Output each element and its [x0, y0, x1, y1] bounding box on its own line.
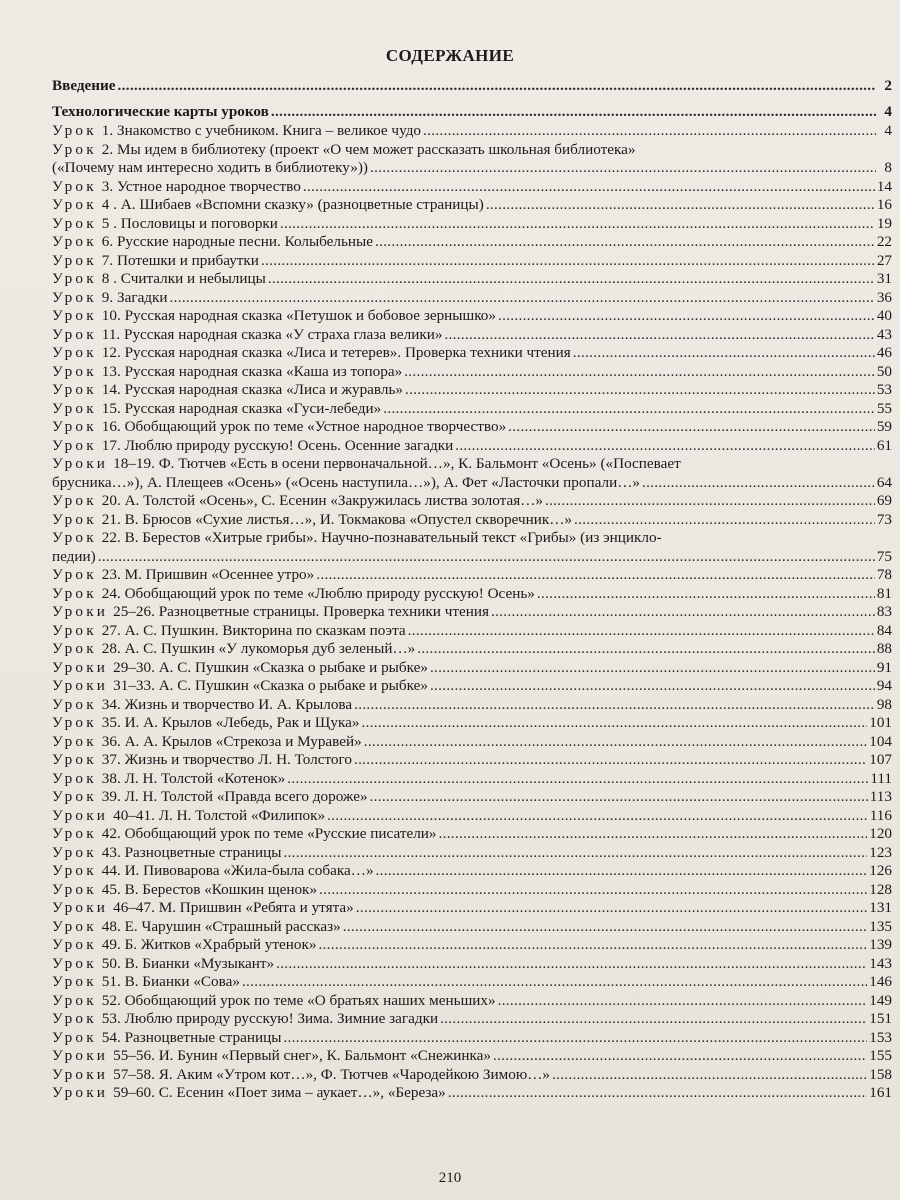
toc-entry	[52, 918, 892, 937]
toc-page-number: 126	[869, 862, 892, 879]
toc-entry-title: 35. И. А. Крылов «Лебедь, Рак и Щука»	[101, 714, 360, 731]
toc-leader-dots	[375, 233, 875, 252]
toc-entry-kind: Урок	[52, 862, 97, 879]
toc-entry-title: 51. В. Бианки «Сова»	[101, 973, 240, 990]
toc-page-number: 40	[876, 307, 892, 324]
toc-leader-dots	[364, 733, 868, 752]
toc-entry	[52, 1066, 892, 1085]
toc-entry-title: 36. А. А. Крылов «Стрекоза и Муравей»	[101, 732, 362, 750]
toc-entry	[52, 270, 892, 289]
toc-page-number: 111	[870, 769, 892, 787]
toc-entry-title: 22. В. Берестов «Хитрые грибы». Научно-познавательный текст «Грибы» (из энцикло-	[101, 529, 662, 546]
toc-entry	[52, 696, 892, 715]
toc-entry	[52, 751, 892, 770]
toc-entry-title: 24. Обобщающий урок по теме «Люблю природу русскую! Осень»	[101, 584, 535, 602]
toc-page-number: 22	[876, 233, 892, 250]
toc-entry-kind: Урок	[52, 825, 97, 842]
toc-entry	[52, 844, 892, 863]
toc-entry-title: педии)	[52, 547, 96, 565]
toc-page-number: 16	[876, 196, 892, 213]
toc-entry	[52, 603, 892, 622]
toc-entry-kind: Урок	[52, 177, 97, 195]
toc-page-number: 131	[869, 899, 892, 916]
toc-entry	[52, 640, 892, 659]
toc-leader-dots	[316, 566, 875, 585]
toc-entry-title: 11. Русская народная сказка «У страха глаза велики»	[101, 325, 443, 343]
toc-entry-title: 6. Русские народные песни. Колыбельные	[101, 233, 373, 250]
toc-page-number: 101	[869, 714, 892, 731]
toc-page-number: 128	[869, 880, 892, 898]
toc-entry-title: 2. Мы идем в библиотеку (проект «О чем может рассказать школьная библиотека»	[101, 140, 636, 158]
toc-leader-dots	[118, 76, 876, 96]
toc-leader-dots	[276, 955, 867, 974]
toc-entry-title: 25–26. Разноцветные страницы. Проверка техники чтения	[113, 603, 489, 620]
toc-page-number: 4	[884, 103, 892, 120]
toc-entry	[52, 825, 892, 844]
toc-entry	[52, 363, 892, 382]
toc-entry-title: 39. Л. Н. Толстой «Правда всего дороже»	[101, 788, 368, 805]
toc-entry-title: 21. В. Брюсов «Сухие листья…», И. Токмакова «Опустел скворечник…»	[101, 510, 573, 528]
toc-entry-title: 1. Знакомство с учебником. Книга – великое чудо	[101, 122, 422, 139]
toc-entry-title: 53. Люблю природу русскую! Зима. Зимние загадки	[101, 1010, 439, 1027]
toc-leader-dots	[370, 788, 868, 807]
toc-entry-kind: Урок	[52, 122, 97, 139]
toc-leader-dots	[283, 844, 867, 863]
toc-entry-title: 15. Русская народная сказка «Гуси-лебеди»	[101, 399, 382, 417]
toc-entry	[52, 418, 892, 437]
toc-entry-kind: Урок	[52, 714, 97, 731]
toc-entry	[52, 381, 892, 400]
toc-entry	[52, 400, 892, 419]
toc-entry-title: 14. Русская народная сказка «Лиса и журавль»	[101, 381, 403, 398]
toc-entry-kind: Урок	[52, 214, 97, 232]
toc-entry	[52, 492, 892, 511]
toc-entry-title: 3. Устное народное творчество	[101, 177, 301, 195]
toc-entry	[52, 677, 892, 696]
toc-entry-title: 8 . Считалки и небылицы	[101, 270, 266, 287]
toc-leader-dots	[448, 1084, 867, 1103]
toc-leader-dots	[493, 1047, 867, 1066]
toc-page-number: 88	[876, 640, 892, 657]
toc-entry	[52, 992, 892, 1011]
toc-page-number: 43	[876, 325, 892, 343]
toc-entry-title: Технологические карты уроков	[52, 103, 269, 120]
toc-leader-dots	[370, 159, 876, 178]
toc-page-number: 27	[876, 251, 892, 269]
toc-page-number: 73	[876, 510, 892, 528]
toc-page-number: 143	[869, 954, 892, 972]
toc-entry-kind: Урок	[52, 1010, 97, 1027]
toc-entry-title: 18–19. Ф. Тютчев «Есть в осени первоначальной…», К. Бальмонт «Осень» («Поспевает	[113, 455, 681, 472]
toc-entry-kind: Урок	[52, 381, 97, 398]
toc-leader-dots	[430, 659, 875, 678]
toc-page-number: 116	[869, 806, 892, 824]
toc-entry-kind: Урок	[52, 325, 97, 343]
toc-entry	[52, 122, 892, 141]
toc-page-number: 155	[869, 1047, 892, 1064]
toc-leader-dots	[552, 1066, 867, 1085]
toc-entry	[52, 585, 892, 604]
toc-leader-dots	[271, 102, 876, 122]
toc-page-number: 69	[876, 492, 892, 509]
toc-leader-dots	[170, 289, 875, 308]
toc-entry	[52, 807, 892, 826]
page-title: СОДЕРЖАНИЕ	[385, 46, 515, 65]
toc-entry-title: 42. Обобщающий урок по теме «Русские писатели»	[101, 825, 437, 842]
toc-entry-kind: Уроки	[52, 806, 109, 824]
toc-leader-dots	[354, 696, 875, 715]
toc-leader-dots	[283, 1029, 867, 1048]
toc-entry-kind: Урок	[52, 362, 97, 380]
toc-entry-kind: Урок	[52, 288, 97, 306]
toc-page-number: 98	[876, 695, 892, 713]
page-number: 210	[438, 1170, 462, 1186]
toc-entry	[52, 881, 892, 900]
toc-leader-dots	[404, 363, 875, 382]
toc-page-number: 146	[869, 973, 892, 990]
toc-entry-kind: Урок	[52, 917, 97, 935]
toc-leader-dots	[327, 807, 868, 826]
toc-entry	[52, 233, 892, 252]
toc-entry-kind: Уроки	[52, 455, 109, 472]
toc-page-number: 91	[876, 658, 892, 676]
toc-entry	[52, 548, 892, 567]
toc-page-number: 139	[869, 936, 892, 953]
toc-entry-kind: Уроки	[52, 658, 109, 676]
toc-page-number: 123	[869, 843, 892, 861]
toc-leader-dots	[319, 881, 867, 900]
toc-section	[52, 76, 892, 96]
toc-leader-dots	[642, 474, 875, 493]
toc-entry-title: 37. Жизнь и творчество Л. Н. Толстого	[101, 751, 352, 768]
toc-entry-kind: Урок	[52, 936, 97, 953]
toc-entry-kind: Урок	[52, 769, 97, 787]
toc-entry-kind: Урок	[52, 954, 97, 972]
toc-page-number: 81	[876, 584, 892, 602]
toc-leader-dots	[491, 603, 875, 622]
toc-entry	[52, 474, 892, 493]
toc-entry-title: 49. Б. Житков «Храбрый утенок»	[101, 936, 317, 953]
toc-leader-dots	[383, 400, 875, 419]
toc-entry-kind: Урок	[52, 492, 97, 509]
toc-entry	[52, 344, 892, 363]
toc-entry-title: 31–33. А. С. Пушкин «Сказка о рыбаке и рыбке»	[113, 677, 428, 694]
toc-entry	[52, 770, 892, 789]
toc-entry-title: 44. И. Пивоварова «Жила-была собака…»	[101, 862, 374, 879]
toc-page-number: 2	[884, 77, 892, 94]
toc-leader-dots	[376, 862, 868, 881]
toc-leader-dots	[430, 677, 875, 696]
toc-entry-kind: Урок	[52, 640, 97, 657]
toc-page-number: 4	[884, 122, 892, 139]
toc-entry	[52, 788, 892, 807]
toc-page-number: 50	[876, 362, 892, 380]
toc-page-number: 83	[876, 603, 892, 620]
toc-page-number: 84	[876, 621, 892, 639]
toc-leader-dots	[98, 548, 875, 567]
toc-entry	[52, 529, 892, 548]
toc-entry	[52, 141, 892, 160]
toc-section	[52, 102, 892, 122]
toc-entry	[52, 196, 892, 215]
toc-page-number: 161	[869, 1084, 892, 1101]
toc-page-number: 46	[876, 344, 892, 361]
toc-entry	[52, 307, 892, 326]
toc-entry-kind: Урок	[52, 843, 97, 861]
toc-entry-title: 34. Жизнь и творчество И. А. Крылова	[101, 695, 353, 713]
toc-leader-dots	[508, 418, 875, 437]
toc-entry-kind: Урок	[52, 621, 97, 639]
toc-entry-kind: Уроки	[52, 603, 109, 620]
toc-entry	[52, 289, 892, 308]
toc-entry	[52, 566, 892, 585]
toc-entry-title: 52. Обобщающий урок по теме «О братьях наших меньших»	[101, 991, 496, 1009]
toc-entry-title: («Почему нам интересно ходить в библиотеку»))	[52, 159, 368, 176]
toc-page-number: 61	[876, 436, 892, 454]
toc-page-number: 104	[869, 732, 892, 750]
toc-entry-kind: Урок	[52, 529, 97, 546]
toc-entry-title: 54. Разноцветные страницы	[101, 1028, 282, 1046]
toc-entry	[52, 511, 892, 530]
toc-leader-dots	[486, 196, 875, 215]
toc-page-number: 53	[876, 381, 892, 398]
toc-entry-title: 20. А. Толстой «Осень», С. Есенин «Закружилась листва золотая…»	[101, 492, 543, 509]
toc-entry-kind: Урок	[52, 196, 97, 213]
toc-entry-kind: Урок	[52, 751, 97, 768]
toc-entry-title: 29–30. А. С. Пушкин «Сказка о рыбаке и рыбке»	[113, 658, 428, 676]
toc-entry-title: 16. Обобщающий урок по теме «Устное народное творчество»	[101, 418, 507, 435]
toc-leader-dots	[498, 307, 875, 326]
toc-page-number: 151	[869, 1010, 892, 1027]
toc-leader-dots	[261, 252, 875, 271]
toc-page-number: 59	[876, 418, 892, 435]
toc-page-number: 153	[869, 1028, 892, 1046]
toc-entry-title: Введение	[52, 77, 116, 94]
toc-entry	[52, 714, 892, 733]
toc-entry	[52, 973, 892, 992]
toc-entry-title: 45. В. Берестов «Кошкин щенок»	[101, 880, 318, 898]
toc-entry-title: 17. Люблю природу русскую! Осень. Осенние загадки	[101, 436, 454, 454]
toc-entry-title: 48. Е. Чарушин «Страшный рассказ»	[101, 917, 341, 935]
toc-leader-dots	[573, 344, 875, 363]
toc-page-number: 149	[869, 991, 892, 1009]
toc-entry	[52, 1029, 892, 1048]
toc-entry-title: брусника…»), А. Плещеев «Осень» («Осень наступила…»), А. Фет «Ласточки пропали…»	[52, 473, 640, 491]
toc-leader-dots	[405, 381, 875, 400]
toc-entry-kind: Урок	[52, 973, 97, 990]
toc-entry	[52, 252, 892, 271]
table-of-contents	[52, 76, 892, 1103]
toc-leader-dots	[439, 825, 868, 844]
toc-entry-title: 50. В. Бианки «Музыкант»	[101, 954, 275, 972]
toc-entry	[52, 1047, 892, 1066]
toc-entry-title: 38. Л. Н. Толстой «Котенок»	[101, 769, 286, 787]
toc-entry-kind: Уроки	[52, 1047, 109, 1064]
toc-leader-dots	[537, 585, 875, 604]
toc-entry-title: 5 . Пословицы и поговорки	[101, 214, 278, 232]
toc-leader-dots	[268, 270, 875, 289]
toc-entry-kind: Урок	[52, 418, 97, 435]
toc-entry-kind: Урок	[52, 344, 97, 361]
toc-entry	[52, 622, 892, 641]
toc-leader-dots	[343, 918, 867, 937]
toc-entry-kind: Урок	[52, 1028, 97, 1046]
toc-entry	[52, 1084, 892, 1103]
toc-page-number: 135	[869, 917, 892, 935]
toc-entry-kind: Урок	[52, 566, 97, 583]
toc-entry-kind: Уроки	[52, 1065, 109, 1083]
toc-entry-title: 4 . А. Шибаев «Вспомни сказку» (разноцветные страницы)	[101, 196, 484, 213]
toc-page-number: 36	[876, 288, 892, 306]
toc-leader-dots	[318, 936, 867, 955]
toc-entry-title: 43. Разноцветные страницы	[101, 843, 282, 861]
toc-entry-title: 13. Русская народная сказка «Каша из топора»	[101, 362, 403, 380]
toc-entry-kind: Урок	[52, 510, 97, 528]
toc-page-number: 78	[876, 566, 892, 583]
toc-entry	[52, 659, 892, 678]
toc-leader-dots	[440, 1010, 867, 1029]
toc-leader-dots	[242, 973, 867, 992]
toc-entry	[52, 455, 892, 474]
toc-entry-kind: Урок	[52, 695, 97, 713]
toc-entry-kind: Урок	[52, 436, 97, 454]
toc-entry-kind: Урок	[52, 251, 97, 269]
toc-entry-kind: Урок	[52, 399, 97, 417]
toc-leader-dots	[498, 992, 868, 1011]
toc-entry	[52, 1010, 892, 1029]
toc-leader-dots	[280, 215, 875, 234]
toc-page-number: 55	[876, 399, 892, 417]
toc-entry-title: 59–60. С. Есенин «Поет зима – аукает…», «Береза»	[113, 1084, 446, 1101]
toc-leader-dots	[356, 899, 867, 918]
toc-entry-title: 9. Загадки	[101, 288, 168, 306]
toc-entry-kind: Урок	[52, 991, 97, 1009]
toc-entry-title: 57–58. Я. Аким «Утром кот…», Ф. Тютчев «Чародейкою Зимою…»	[113, 1065, 550, 1083]
toc-entry-kind: Уроки	[52, 1084, 109, 1101]
toc-entry-kind: Урок	[52, 788, 97, 805]
toc-entry	[52, 215, 892, 234]
toc-leader-dots	[354, 751, 867, 770]
toc-leader-dots	[455, 437, 875, 456]
toc-entry-kind: Урок	[52, 732, 97, 750]
toc-entry	[52, 899, 892, 918]
toc-leader-dots	[545, 492, 875, 511]
toc-entry-kind: Уроки	[52, 677, 109, 694]
toc-entry	[52, 862, 892, 881]
toc-page-number: 14	[876, 177, 892, 195]
toc-page-number: 8	[884, 159, 892, 176]
toc-page-number: 31	[876, 270, 892, 287]
toc-entry-kind: Уроки	[52, 899, 109, 916]
toc-entry	[52, 437, 892, 456]
toc-page-number: 107	[869, 751, 892, 768]
toc-page-number: 64	[876, 473, 892, 491]
toc-leader-dots	[408, 622, 875, 641]
toc-entry-kind: Урок	[52, 140, 97, 158]
toc-entry-title: 46–47. М. Пришвин «Ребята и утята»	[113, 899, 354, 916]
toc-page-number: 75	[876, 547, 892, 565]
toc-entry-kind: Урок	[52, 233, 97, 250]
toc-leader-dots	[417, 640, 875, 659]
toc-entry-title: 28. А. С. Пушкин «У лукоморья дуб зеленый…»	[101, 640, 416, 657]
toc-entry-title: 40–41. Л. Н. Толстой «Филипок»	[113, 806, 326, 824]
toc-entry	[52, 178, 892, 197]
toc-page-number: 120	[869, 825, 892, 842]
toc-entry	[52, 159, 892, 178]
toc-entry-kind: Урок	[52, 270, 97, 287]
toc-page-number: 19	[876, 214, 892, 232]
toc-entry-title: 23. М. Пришвин «Осеннее утро»	[101, 566, 315, 583]
toc-entry	[52, 936, 892, 955]
toc-entry-title: 12. Русская народная сказка «Лиса и тетерев». Проверка техники чтения	[101, 344, 571, 361]
toc-entry-title: 27. А. С. Пушкин. Викторина по сказкам поэта	[101, 621, 406, 639]
toc-leader-dots	[574, 511, 875, 530]
toc-entry	[52, 955, 892, 974]
toc-leader-dots	[287, 770, 868, 789]
toc-entry	[52, 733, 892, 752]
toc-leader-dots	[444, 326, 874, 345]
toc-leader-dots	[362, 714, 868, 733]
toc-entry-title: 10. Русская народная сказка «Петушок и бобовое зернышко»	[101, 307, 496, 324]
toc-entry	[52, 326, 892, 345]
toc-page-number: 113	[869, 788, 892, 805]
toc-page-number: 158	[869, 1065, 892, 1083]
toc-entry-kind: Урок	[52, 880, 97, 898]
toc-entry-title: 55–56. И. Бунин «Первый снег», К. Бальмонт «Снежинка»	[113, 1047, 492, 1064]
toc-entry-title: 7. Потешки и прибаутки	[101, 251, 259, 269]
toc-entry-kind: Урок	[52, 584, 97, 602]
toc-entry-kind: Урок	[52, 307, 97, 324]
toc-leader-dots	[423, 122, 876, 141]
toc-leader-dots	[303, 178, 875, 197]
toc-page-number: 94	[876, 677, 892, 694]
